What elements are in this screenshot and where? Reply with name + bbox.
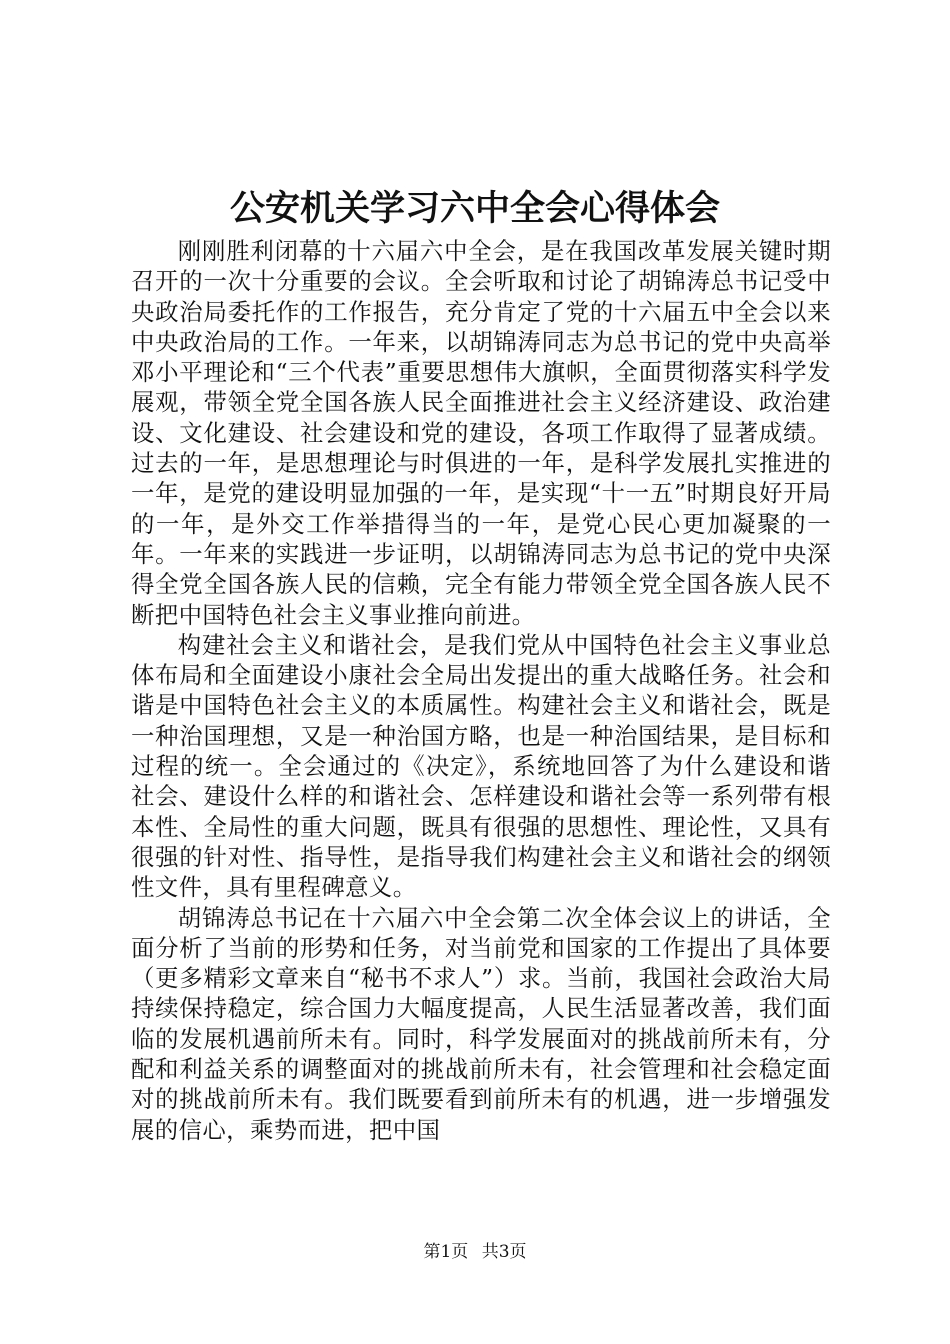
page-number-current: 第1页 xyxy=(423,1242,469,1262)
paragraph-3: 胡锦涛总书记在十六届六中全会第二次全体会议上的讲话，全面分析了当前的形势和任务，对当前党和国家的工作提出了具体要（更多精彩文章来自“秘书不求人”）求。当前，我国社会政治大局持续保持稳定，综合国力大幅度提高，人民生活显著改善，我们面临的发展机遇前所未有。同时，科学发展面对的挑战前所未有，分配和利益关系的调整面对的挑战前所未有，社会管理和社会稳定面对的挑战前所未有。我们既要看到前所未有的机遇，进一步增强发展的信心，乘势而进，把中国 xyxy=(131,903,831,1144)
page-number-total: 共3页 xyxy=(481,1242,527,1262)
document-body xyxy=(131,236,831,1145)
document-title: 公安机关学习六中全会心得体会 xyxy=(229,189,720,229)
paragraph-1: 刚刚胜利闭幕的十六届六中全会，是在我国改革发展关键时期召开的一次十分重要的会议。全会听取和讨论了胡锦涛总书记受中央政治局委托作的工作报告，充分肯定了党的十六届五中全会以来中央政治局的工作。一年来，以胡锦涛同志为总书记的党中央高举邓小平理论和“三个代表”重要思想伟大旗帜，全面贯彻落实科学发展观，带领全党全国各族人民全面推进社会主义经济建设、政治建设、文化建设、社会建设和党的建设，各项工作取得了显著成绩。过去的一年，是思想理论与时俱进的一年，是科学发展扎实推进的一年，是党的建设明显加强的一年，是实现“十一五”时期良好开局的一年，是外交工作举措得当的一年，是党心民心更加凝聚的一年。一年来的实践进一步证明，以胡锦涛同志为总书记的党中央深得全党全国各族人民的信赖，完全有能力带领全党全国各族人民不断把中国特色社会主义事业推向前进。 xyxy=(131,237,831,629)
paragraph-2: 构建社会主义和谐社会，是我们党从中国特色社会主义事业总体布局和全面建设小康社会全局出发提出的重大战略任务。社会和谐是中国特色社会主义的本质属性。构建社会主义和谐社会，既是一种治国理想，又是一种治国方略，也是一种治国结果，是目标和过程的统一。全会通过的《决定》，系统地回答了为什么建设和谐社会、建设什么样的和谐社会、怎样建设和谐社会等一系列带有根本性、全局性的重大问题，既具有很强的思想性、理论性，又具有很强的针对性、指导性，是指导我们构建社会主义和谐社会的纲领性文件，具有里程碑意义。 xyxy=(131,630,831,902)
page-footer xyxy=(0,1240,950,1264)
